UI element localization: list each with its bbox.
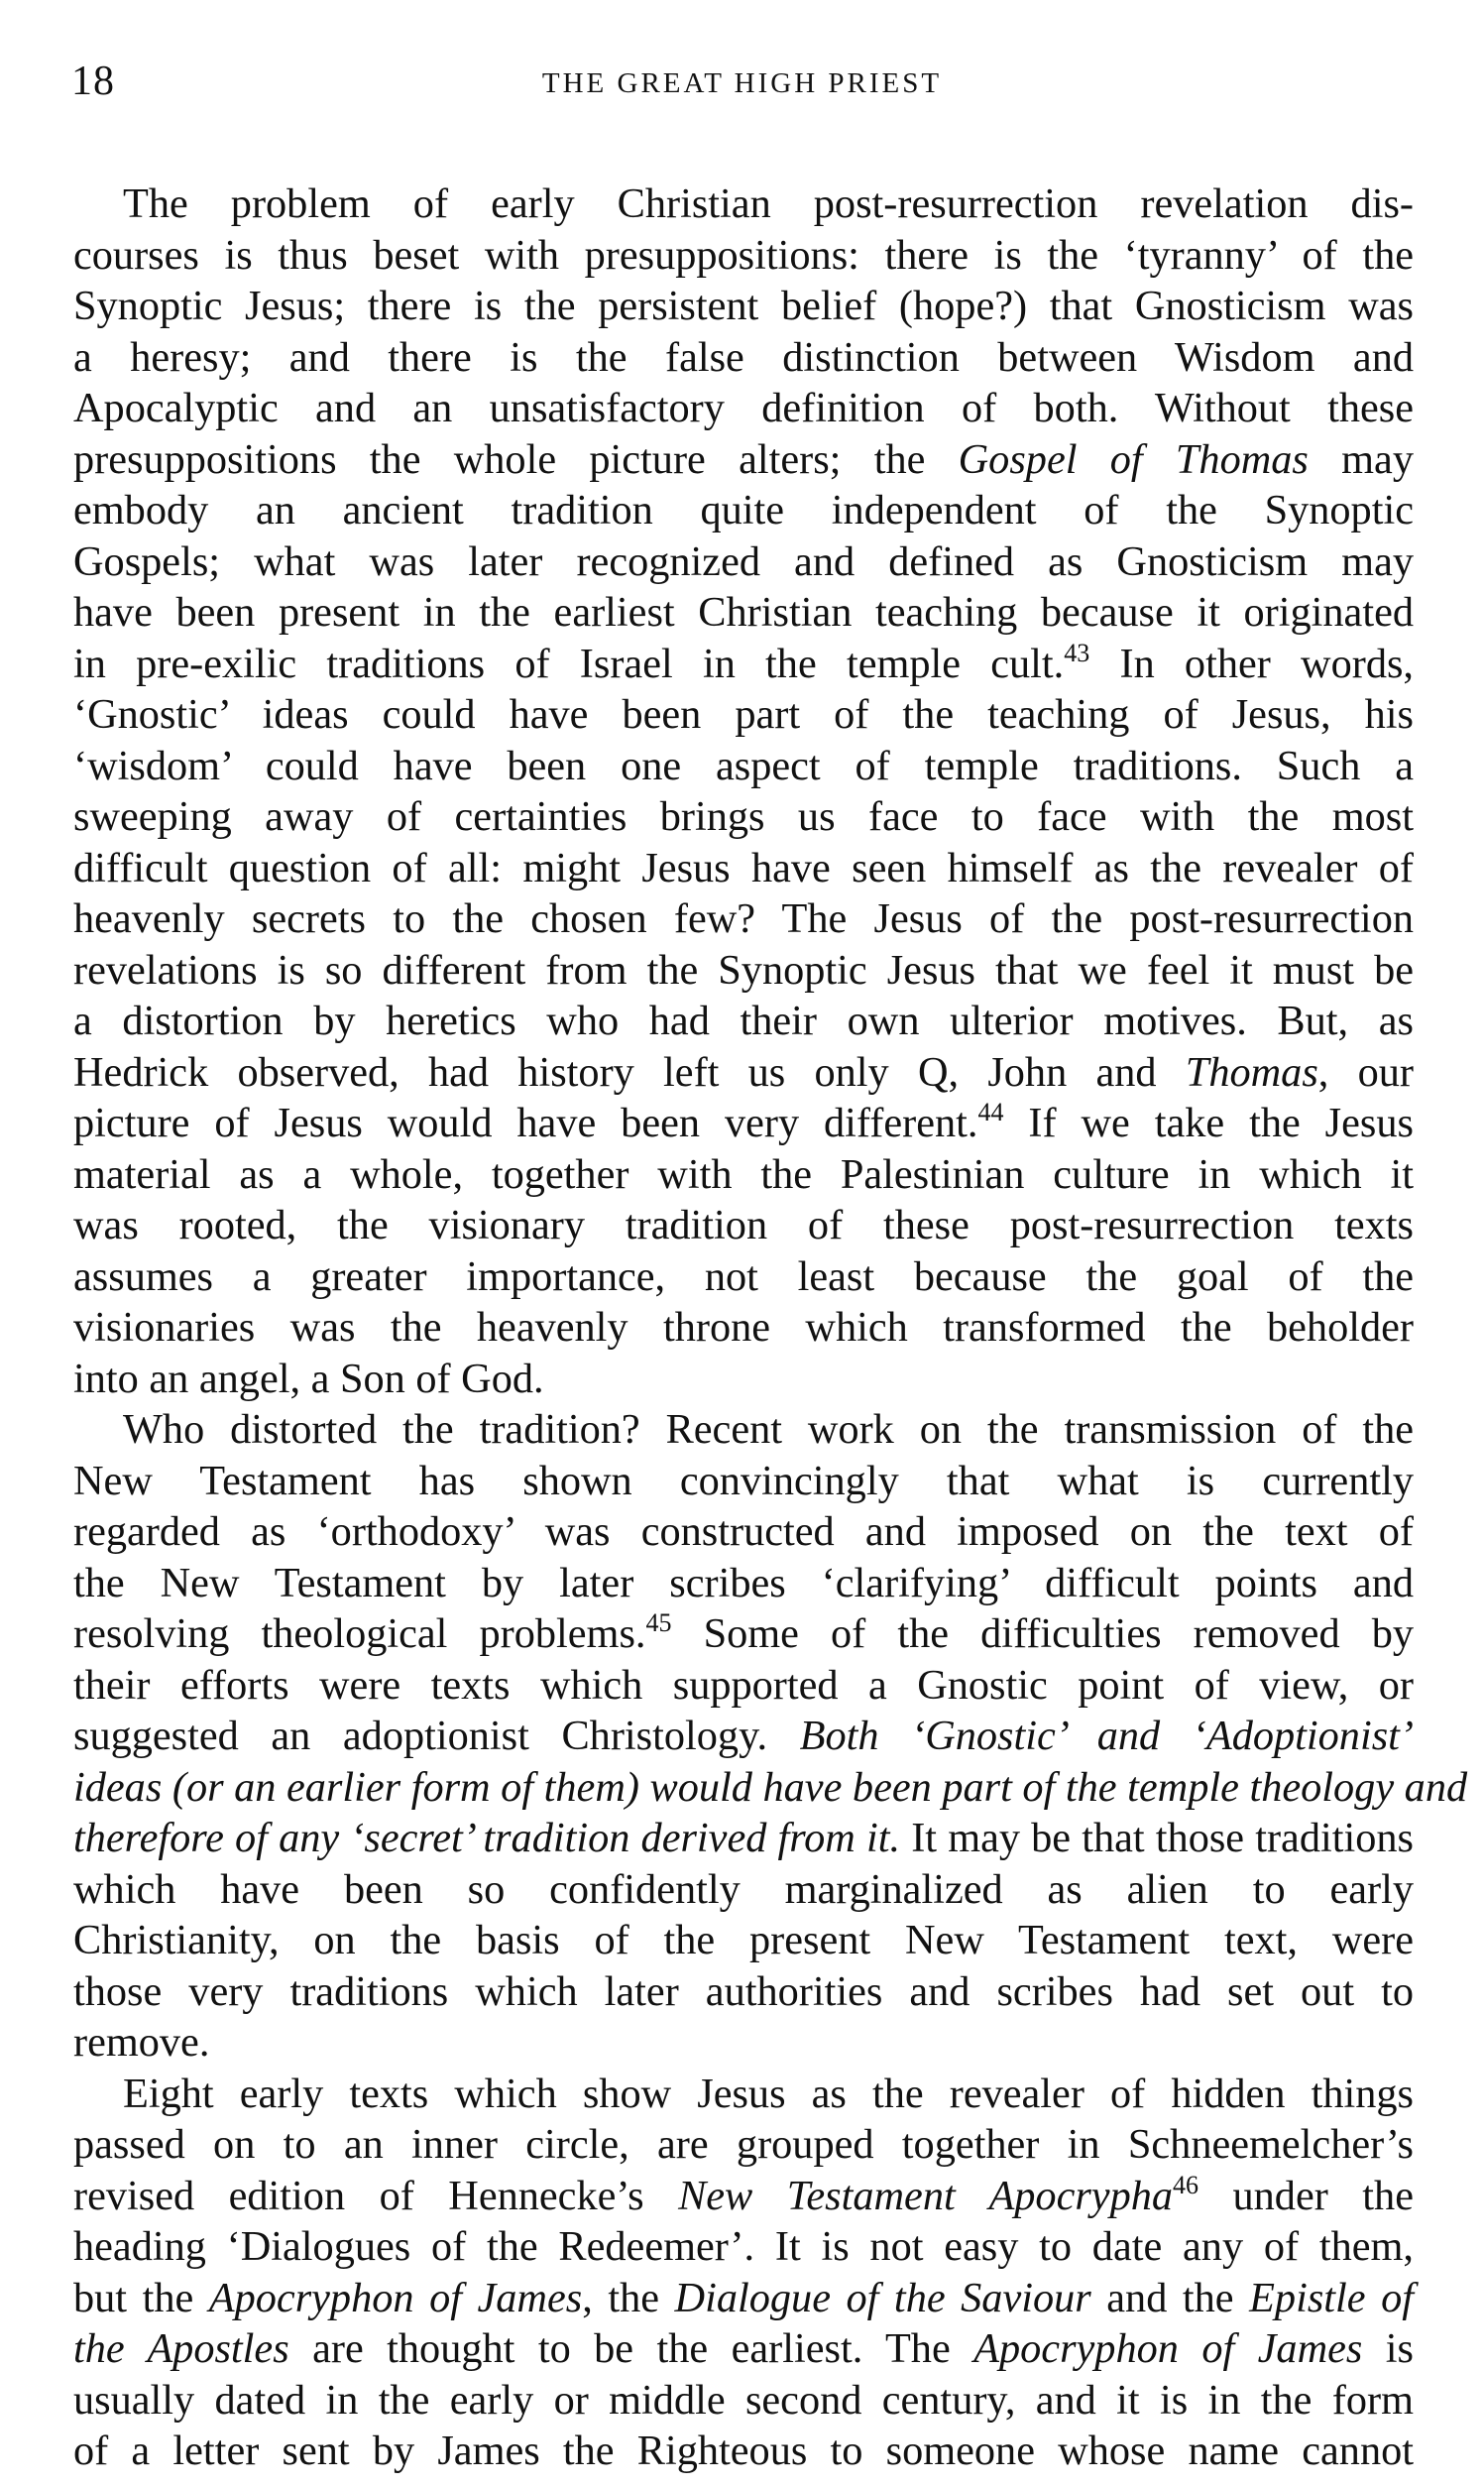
text-run: suggested an adoptionist Christology. [73, 1713, 800, 1759]
text-line [73, 587, 1414, 639]
text-run: presuppositions the whole picture alters; the [73, 435, 959, 483]
italic-text: Thomas [1185, 1048, 1318, 1096]
text-line [73, 843, 1414, 894]
text-run: material as a whole, together with the Palestinian culture in which it [73, 1150, 1414, 1198]
italic-text: Dialogue of the Saviour [674, 2274, 1091, 2321]
text-run: have been present in the earliest Christian teaching because it originated [73, 589, 1414, 636]
text-line [73, 178, 1414, 230]
text-run: revised edition of Hennecke’s [73, 2172, 679, 2219]
footnote-marker: 43 [1064, 638, 1090, 667]
text-run: If we take the Jesus [1003, 1100, 1414, 1146]
text-line [73, 1251, 1414, 1303]
text-line [73, 1404, 1414, 1456]
text-run: was rooted, the visionary tradition of these post-resurrection texts [73, 1202, 1414, 1248]
text-line [73, 2221, 1414, 2273]
text-run: Hedrick observed, had history left us only Q, John and [73, 1048, 1186, 1096]
text-line [73, 689, 1414, 741]
text-line [73, 945, 1414, 997]
text-line [73, 1098, 1414, 1149]
text-line [73, 1456, 1414, 1507]
footnote-marker: 45 [645, 1608, 672, 1637]
text-run: , our [1317, 1048, 1415, 1096]
text-line [73, 1660, 1414, 1712]
text-line [73, 2426, 1414, 2477]
italic-text: Epistle of [1249, 2274, 1415, 2321]
text-run: is [1362, 2325, 1414, 2372]
text-run: those very traditions which later authorities and scribes had set out to [73, 1967, 1414, 2015]
running-title: THE GREAT HIGH PRIEST [541, 67, 943, 99]
italic-text: Apocryphon of James [208, 2274, 583, 2321]
footnote-marker: 44 [977, 1098, 1004, 1126]
text-run: regarded as ‘orthodoxy’ was constructed and imposed on the text of [73, 1508, 1414, 1555]
text-run: picture of Jesus would have been very different. [73, 1100, 978, 1146]
italic-text: the Apostles [73, 2325, 289, 2372]
body-text [73, 178, 1468, 2477]
text-run: Eight early texts which show Jesus as the revealer of hidden things [123, 2070, 1414, 2117]
text-line [73, 1200, 1414, 1251]
footnote-marker: 46 [1173, 2170, 1199, 2199]
text-line [73, 1813, 1414, 1864]
text-run: are thought to be the earliest. The [288, 2325, 974, 2372]
text-line [73, 1864, 1414, 1916]
italic-text: Gospel of Thomas [958, 435, 1309, 483]
text-run: sweeping away of certainties brings us face to face with the most [73, 793, 1414, 840]
text-line [73, 1966, 1414, 2018]
text-run: Who distorted the tradition? Recent work on the transmission of the [123, 1406, 1414, 1453]
text-line [73, 1558, 1414, 1609]
text-line [73, 2119, 1414, 2171]
text-run: Gospels; what was later recognized and defined as Gnosticism may [73, 537, 1414, 585]
text-line [73, 383, 1414, 434]
text-run: revelations is so different from the Synoptic Jesus that we feel it must be [73, 946, 1414, 994]
text-run: courses is thus beset with presuppositions: there is the ‘tyranny’ of the [73, 231, 1414, 279]
text-line [73, 281, 1414, 332]
text-run: a heresy; and there is the false distinction between Wisdom and [73, 333, 1414, 381]
text-line [73, 1608, 1414, 1660]
italic-text: ideas (or an earlier form of them) would have been part of the temple theology and [73, 1763, 1468, 1811]
text-run: into an angel, a Son of God. [73, 1355, 544, 1402]
text-run: ‘Gnostic’ ideas could have been part of the teaching of Jesus, his [73, 691, 1414, 738]
text-line [73, 1711, 1414, 1762]
paragraph [73, 1404, 1468, 2069]
text-run: the New Testament by later scribes ‘clarifying’ difficult points and [73, 1559, 1414, 1606]
text-line [73, 2017, 1414, 2069]
text-line [73, 2069, 1414, 2120]
text-line [73, 2375, 1414, 2427]
text-line [73, 1302, 1414, 1354]
text-run: In other words, [1089, 640, 1415, 687]
italic-text: Both ‘Gnostic’ and ‘Adoptionist’ [799, 1713, 1414, 1759]
text-run: under the [1199, 2172, 1414, 2219]
text-line [73, 536, 1414, 588]
text-line [73, 1915, 1414, 1966]
text-run: difficult question of all: might Jesus have seen himself as the revealer of [73, 844, 1414, 891]
text-line [73, 1762, 1468, 1814]
text-run: Synoptic Jesus; there is the persistent belief (hope?) that Gnosticism was [73, 283, 1414, 329]
text-run: which have been so confidently marginalized as alien to early [73, 1865, 1414, 1913]
paragraph [73, 2069, 1414, 2477]
text-run: heading ‘Dialogues of the Redeemer’. It is not easy to date any of them, [73, 2223, 1414, 2270]
text-line [73, 2273, 1414, 2324]
text-line [73, 791, 1414, 843]
text-run: remove. [73, 2019, 210, 2066]
text-line [73, 230, 1414, 282]
italic-text: Apocryphon of James [973, 2325, 1363, 2372]
text-line [73, 1047, 1414, 1099]
text-run: The problem of early Christian post-resurrection revelation dis- [123, 180, 1414, 227]
text-run: of a letter sent by James the Righteous to someone whose name cannot [73, 2428, 1414, 2474]
text-run: in pre-exilic traditions of Israel in the temple cult. [73, 640, 1065, 687]
text-run: visionaries was the heavenly throne which transformed the beholder [73, 1304, 1414, 1351]
text-run: Apocalyptic and an unsatisfactory definition of both. Without these [73, 385, 1414, 431]
text-line [73, 332, 1414, 384]
text-run: may [1308, 435, 1414, 483]
page-number: 18 [71, 59, 115, 104]
text-line [73, 1354, 1414, 1405]
text-line [73, 1149, 1414, 1201]
text-run: embody an ancient tradition quite independent of the Synoptic [73, 487, 1414, 533]
text-line [73, 996, 1414, 1047]
text-run: usually dated in the early or middle second century, and it is in the form [73, 2376, 1414, 2424]
page-header [71, 58, 1413, 107]
text-line [73, 2323, 1414, 2375]
text-line [73, 741, 1414, 792]
text-line [73, 2171, 1414, 2222]
text-run: their efforts were texts which supported a Gnostic point of view, or [73, 1661, 1414, 1709]
text-line [73, 639, 1414, 690]
text-run: ‘wisdom’ could have been one aspect of temple traditions. Such a [73, 742, 1414, 789]
text-line [73, 485, 1414, 536]
text-run: passed on to an inner circle, are grouped together in Schneemelcher’s [73, 2121, 1414, 2168]
paragraph [73, 178, 1414, 1404]
italic-text: New Testament Apocrypha [678, 2172, 1174, 2219]
text-run: resolving theological problems. [73, 1610, 646, 1657]
text-run: a distortion by heretics who had their own ulterior motives. But, as [73, 998, 1414, 1044]
text-run: New Testament has shown convincingly that what is currently [73, 1457, 1414, 1504]
text-run: It may be that those traditions [900, 1815, 1414, 1861]
text-line [73, 1506, 1414, 1558]
text-run: assumes a greater importance, not least because the goal of the [73, 1252, 1414, 1300]
text-run: and the [1090, 2274, 1250, 2321]
text-run: heavenly secrets to the chosen few? The Jesus of the post-resurrection [73, 895, 1414, 942]
text-run: Some of the difficulties removed by [671, 1610, 1414, 1657]
text-line [73, 893, 1414, 945]
text-run: , the [582, 2274, 675, 2321]
text-run: but the [73, 2274, 209, 2321]
text-run: Christianity, on the basis of the present New Testament text, were [73, 1917, 1414, 1963]
italic-text: therefore of any ‘secret’ tradition derived from it. [73, 1815, 901, 1861]
text-line [73, 434, 1414, 486]
